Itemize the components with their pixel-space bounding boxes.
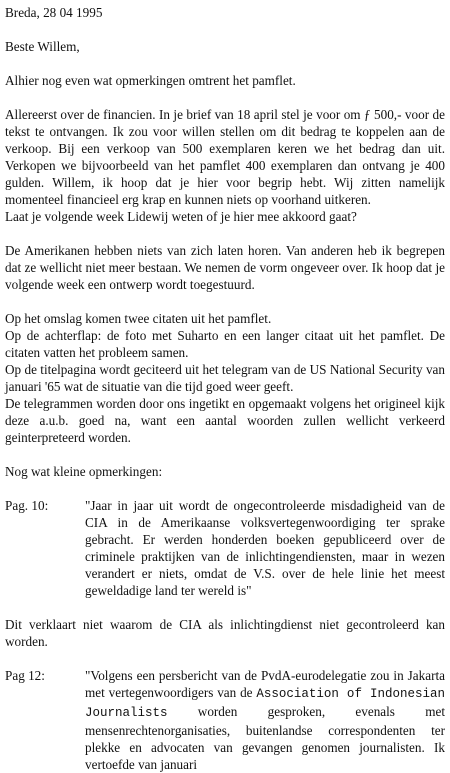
cover-line: Op het omslag komen twee citaten uit het pamflet. — [5, 311, 272, 326]
page12-quote — [85, 667, 445, 773]
finance-question: Laat je volgende week Lidewij weten of je hier mee akkoord gaat? — [5, 209, 357, 224]
dateline: Breda, 28 04 1995 — [5, 5, 103, 20]
remarks-heading: Nog wat kleine opmerkingen: — [5, 464, 163, 479]
page10-remark — [5, 497, 445, 599]
page10-comment: Dit verklaart niet waarom de CIA als inlichtingdienst niet gecontroleerd kan worden. — [5, 617, 445, 649]
page12-label: Pag 12: — [5, 668, 45, 683]
backflap-line: Op de achterflap: de foto met Suharto en een langer citaat uit het pamflet. De citaten vatten het probleem samen. — [5, 328, 445, 360]
page10-label: Pag. 10: — [5, 498, 49, 513]
page12-remark — [5, 667, 445, 773]
telegrams-paragraph: De telegrammen worden door ons ingetikt en opgemaakt volgens het origineel kijk deze a.u.b. goed na, want een aantal woorden zullen wellicht verkeerd geinterpreteerd worden. — [5, 396, 445, 445]
titlepage-line: Op de titelpagina wordt geciteerd uit het telegram van de US National Security van januari '65 wat de situatie van die tijd goed weer geeft. — [5, 362, 445, 394]
page12-quote-start: "Volgens een persbericht van de PvdA-eurodelegatie zou in Jakarta met vertegenwoordigers van de — [85, 668, 445, 700]
salutation: Beste Willem, — [5, 39, 80, 54]
page12-quote-end: worden gesproken, evenals met mensenrechtenorganisaties, buitenlandse correspondenten ter plekke en advocaten van gevangen genomen journalisten. Ik vertoefde van januari — [85, 704, 445, 772]
intro-paragraph: Alhier nog even wat opmerkingen omtrent het pamflet. — [5, 73, 296, 88]
page10-quote: "Jaar in jaar uit wordt de ongecontroleerde misdadigheid van de CIA in de Amerikaanse volksvertegenwoordiging ter sprake gebracht. Er werden honderden boeken gepubliceerd over de criminele praktijken van de inlichtingendiensten, maar in wezen verandert er niets, omdat de V.S. over de hele linie het meest geweldadige land ter wereld is" — [85, 498, 445, 598]
page12-organisation: Association of Indonesian Journalists — [85, 687, 445, 720]
finance-paragraph: Allereerst over de financien. In je brief van 18 april stel je voor om ƒ 500,- voor de tekst te ontvangen. Ik zou voor willen stellen om dit bedrag te koppelen aan de verkoop. Bij een verkoop van 500 exemplaren keren we het bedrag dan uit. Verkopen we bijvoorbeeld van het pamflet 400 exemplaren dan ontvang je 400 gulden. Willem, ik hoop dat je hier voor begrip hebt. Wij zitten namelijk momenteel financieel erg krap en kunnen niets op voorhand uitkeren. — [5, 107, 445, 207]
americans-paragraph: De Amerikanen hebben niets van zich laten horen. Van anderen heb ik begrepen dat ze wellicht niet meer bestaan. We nemen de vorm ongeveer over. Ik hoop dat je volgende week een ontwerp wordt toegestuurd. — [5, 243, 445, 292]
